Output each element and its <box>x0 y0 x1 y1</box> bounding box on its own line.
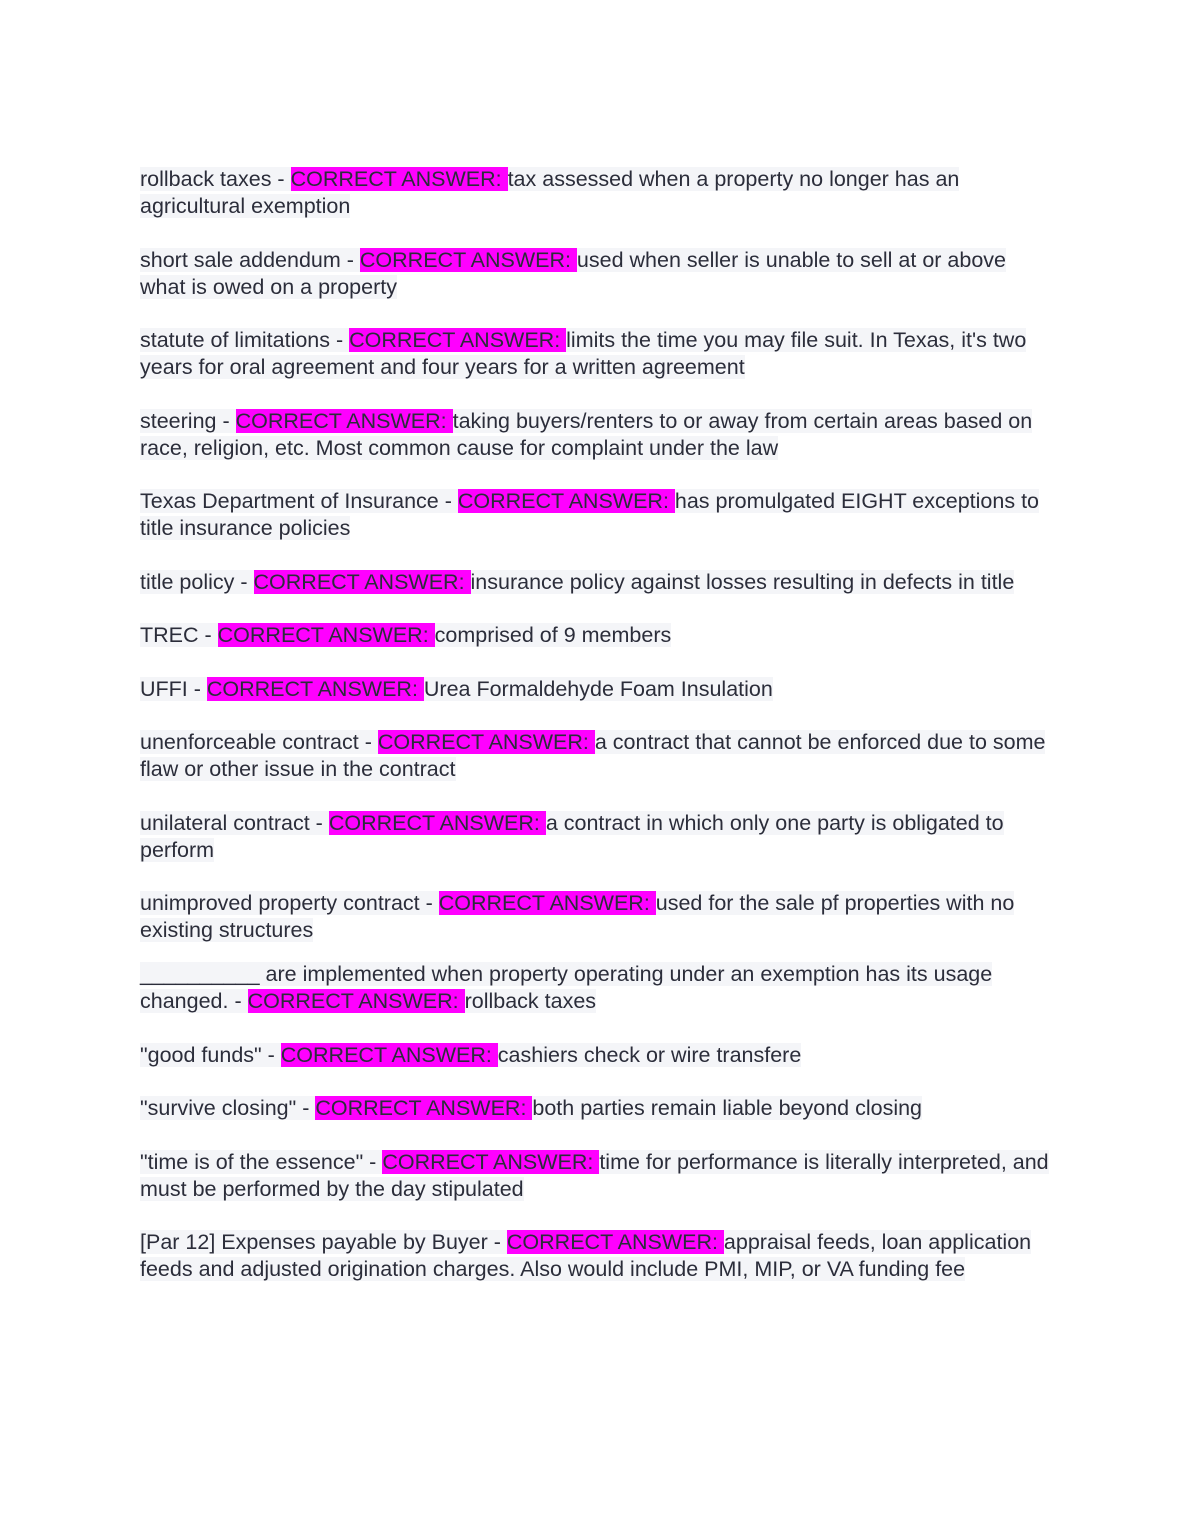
term: short sale addendum - <box>140 247 360 272</box>
term: "good funds" - <box>140 1042 281 1067</box>
correct-answer-label: CORRECT ANSWER: <box>438 891 656 915</box>
flashcard-entry <box>140 729 1050 783</box>
correct-answer-label: CORRECT ANSWER: <box>382 1149 600 1174</box>
answer: rollback taxes <box>464 989 597 1013</box>
flashcard-entry <box>140 408 1050 462</box>
flashcard-entry <box>140 166 1050 220</box>
term: unilateral contract - <box>140 810 329 835</box>
term: "survive closing" - <box>140 1096 316 1120</box>
term: statute of limitations - <box>140 328 350 352</box>
answer: used when seller is unable to sell at or above what is owed on a property <box>140 247 1006 299</box>
flashcard-entry <box>140 961 1050 1015</box>
flashcard-entry <box>140 569 1050 596</box>
correct-answer-label: CORRECT ANSWER: <box>217 623 435 647</box>
correct-answer-label: CORRECT ANSWER: <box>506 1230 724 1254</box>
answer: comprised of 9 members <box>434 623 672 647</box>
answer: limits the time you may file suit. In Texas, it's two years for oral agreement and four years for a written agreement <box>140 328 1027 379</box>
answer: insurance policy against losses resulting in defects in title <box>470 569 1015 594</box>
answer: Urea Formaldehyde Foam Insulation <box>423 676 773 701</box>
term: steering - <box>140 408 236 433</box>
term: Texas Department of Insurance - <box>140 489 458 513</box>
answer: both parties remain liable beyond closing <box>532 1096 923 1120</box>
term: UFFI - <box>140 676 207 701</box>
flashcard-entry <box>140 810 1050 864</box>
term: title policy - <box>140 569 254 594</box>
term: __________ are implemented when property operating under an exemption has its usage changed. - <box>140 962 993 1013</box>
flashcard-entry <box>140 1229 1050 1283</box>
flashcard-entry <box>140 1149 1050 1203</box>
correct-answer-label: CORRECT ANSWER: <box>457 489 675 513</box>
correct-answer-label: CORRECT ANSWER: <box>280 1042 498 1067</box>
answer: tax assessed when a property no longer has an agricultural exemption <box>140 167 960 218</box>
flashcard-entry <box>140 247 1050 301</box>
correct-answer-label: CORRECT ANSWER: <box>349 328 567 352</box>
answer: appraisal feeds, loan application feeds and adjusted origination charges. Also would include PMI, MIP, or VA funding fee <box>140 1230 1032 1281</box>
correct-answer-label: CORRECT ANSWER: <box>377 730 595 754</box>
answer: used for the sale pf properties with no existing structures <box>140 891 1015 942</box>
flashcard-entry <box>140 676 1050 703</box>
flashcard-entry <box>140 890 1050 944</box>
flashcard-entry <box>140 327 1050 381</box>
flashcard-entry <box>140 1095 1050 1122</box>
term: TREC - <box>140 623 218 647</box>
correct-answer-label: CORRECT ANSWER: <box>290 167 508 191</box>
correct-answer-label: CORRECT ANSWER: <box>247 989 465 1013</box>
flashcard-entry <box>140 1042 1050 1069</box>
correct-answer-label: CORRECT ANSWER: <box>359 247 577 272</box>
term: rollback taxes - <box>140 167 291 191</box>
flashcard-entry <box>140 488 1050 542</box>
correct-answer-label: CORRECT ANSWER: <box>206 676 424 701</box>
correct-answer-label: CORRECT ANSWER: <box>253 569 471 594</box>
answer: has promulgated EIGHT exceptions to title insurance policies <box>140 489 1039 540</box>
term: "time is of the essence" - <box>140 1149 383 1174</box>
answer: taking buyers/renters to or away from certain areas based on race, religion, etc. Most common cause for complaint under the law <box>140 408 1033 460</box>
flashcard-entry <box>140 622 1050 649</box>
correct-answer-label: CORRECT ANSWER: <box>328 810 546 835</box>
correct-answer-label: CORRECT ANSWER: <box>315 1096 533 1120</box>
document-page <box>140 166 1050 1310</box>
term: unenforceable contract - <box>140 730 378 754</box>
answer: a contract in which only one party is obligated to perform <box>140 810 1004 862</box>
term: [Par 12] Expenses payable by Buyer - <box>140 1230 507 1254</box>
answer: time for performance is literally interpreted, and must be performed by the day stipulated <box>140 1149 1049 1201</box>
correct-answer-label: CORRECT ANSWER: <box>235 408 453 433</box>
answer: cashiers check or wire transfere <box>497 1042 802 1067</box>
answer: a contract that cannot be enforced due to some flaw or other issue in the contract <box>140 730 1046 781</box>
term: unimproved property contract - <box>140 891 439 915</box>
